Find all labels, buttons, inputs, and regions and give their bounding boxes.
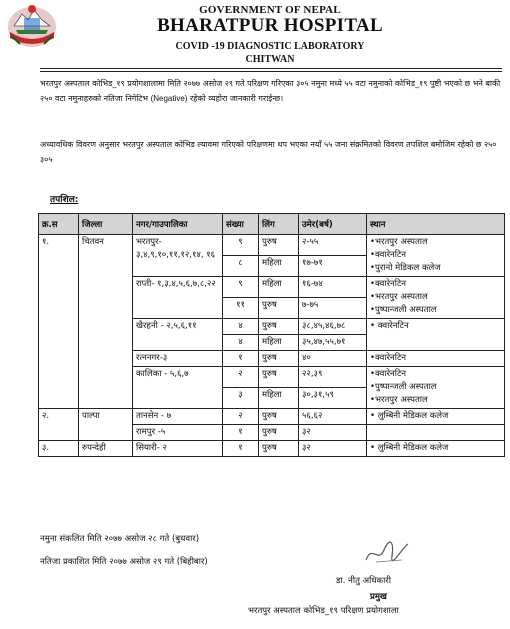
nepal-emblem-icon (6, 2, 58, 48)
signer-name: डा. नीतु अधिकारी (336, 576, 391, 586)
location-item: •पुरानो मेडिकल कलेज (370, 263, 441, 273)
gender-cell: पुरुष (259, 425, 299, 441)
location-item: •भरतपुर अस्पताल (370, 395, 428, 405)
count-cell: २ (223, 409, 259, 425)
table-header-cell: नगर/गाउपालिका (133, 214, 223, 235)
count-cell: १ (223, 425, 259, 441)
gender-cell: महिला (259, 277, 299, 298)
table-header-cell: क्र.स (39, 214, 79, 235)
count-cell: १ (223, 441, 259, 457)
serial-cell: १. (39, 235, 79, 409)
table-row (39, 235, 505, 256)
update-paragraph: अध्यावधिक विवरण अनुसार भरतपुर अस्पताल कोभिड ल्यावमा गरिएको परिक्षणमा थप भएका नयाँ ५५ जना संक्रमितको विवरण तपशिल बमोजिम रहेको छ २५० ३०५ (40, 140, 497, 164)
count-cell: ९ (223, 277, 259, 298)
location-item: • क्वारेनटिन (370, 321, 409, 331)
location-cell (367, 409, 505, 425)
laboratory-title: COVID -19 DIAGNOSTIC LABORATORY (175, 41, 365, 52)
gender-cell: महिला (259, 388, 299, 409)
count-cell: १ (223, 351, 259, 367)
city-title: CHITWAN (245, 54, 295, 65)
age-cell: १६-७४ (299, 277, 367, 298)
location-cell (367, 319, 505, 351)
count-cell: ४ (223, 319, 259, 335)
details-heading: तपशिल: (50, 195, 79, 205)
age-cell: ५६,६२ (299, 409, 367, 425)
location-item: •पुष्पान्जली अस्पताल (370, 305, 437, 315)
age-cell: २२,३९ (299, 367, 367, 388)
age-cell: ७-७५ (299, 298, 367, 319)
count-cell: ११ (223, 298, 259, 319)
header-divider (40, 68, 502, 69)
age-cell: ४० (299, 351, 367, 367)
government-title: GOVERNMENT OF NEPAL (199, 4, 341, 16)
sample-date-note: नमुना संकलित मिति २०७७ असोज २८ गते (बुधवार) (40, 534, 200, 544)
municipality-cell: खैरहनी - २,५,६,११ (133, 319, 223, 351)
location-item: •क्वारेनटिन (370, 250, 406, 260)
district-cell: चितवन (79, 235, 133, 409)
location-cell (367, 367, 505, 409)
gender-cell: पुरुष (259, 351, 299, 367)
summary-paragraph (40, 77, 502, 106)
municipality-cell: रामपुर -५ (133, 425, 223, 441)
count-cell: ४ (223, 335, 259, 351)
table-header-cell: स्थान (367, 214, 505, 235)
gender-cell: महिला (259, 335, 299, 351)
municipality-cell: तानसेन - ७ (133, 409, 223, 425)
age-cell: १७-७१ (299, 256, 367, 277)
signature-icon (362, 538, 412, 568)
serial-cell: ३. (39, 441, 79, 457)
gender-cell: पुरुष (259, 367, 299, 388)
header-divider-double (40, 71, 502, 72)
cases-table (38, 213, 505, 457)
location-item: •क्वारेनटिन (370, 279, 406, 289)
summary-text-end: रहेको व्यहोरा जानकारी गराईन्छ। (187, 93, 284, 103)
district-cell: पाल्पा (79, 409, 133, 441)
table-row (39, 441, 505, 457)
location-item: •क्वारेनटिन (370, 353, 406, 363)
hospital-title: BHARATPUR HOSPITAL (157, 15, 383, 36)
location-item: •पुष्पान्जली अस्पताल (370, 382, 437, 392)
gender-cell: पुरुष (259, 235, 299, 256)
table-header (39, 214, 505, 235)
table-header-cell: लिंग (259, 214, 299, 235)
count-cell: २ (223, 367, 259, 388)
count-cell: ९ (223, 235, 259, 256)
location-cell (367, 235, 505, 277)
location-item: •क्वारेनटिन (370, 369, 406, 379)
count-cell: ३ (223, 388, 259, 409)
summary-text: भरतपुर अस्पताल कोभिड_१९ प्रयोगशालामा मिति २०७७ असोज २९ गते परिक्षण गरिएका ३०५ नमुना मध्ये ५५ वटा नमुनाको कोभिड_१९ पुष्टी भएको छ भने बाकी २५० वटा नमुनाहरुको नतिजा निगेटिभ (40, 79, 501, 103)
location-item: •भरतपुर अस्पताल (370, 237, 428, 247)
gender-cell: पुरुष (259, 298, 299, 319)
age-cell: ३०,३१,५९ (299, 388, 367, 409)
result-date-note: नतिजा प्रकाशित मिति २०७७ असोज २९ गते (बिहीबार) (40, 557, 208, 567)
municipality-cell: राप्ती- १,३,४,५,६,७,८,२२ (133, 277, 223, 319)
signer-organization: भरतपुर अस्पताल कोभिड_१९ परिक्षण प्रयोगशाला (248, 606, 399, 616)
location-cell (367, 351, 505, 367)
age-cell: ३८,४५,४६,७८ (299, 319, 367, 335)
age-cell: ३५,४७,५५,७१ (299, 335, 367, 351)
gender-cell: पुरुष (259, 441, 299, 457)
table-body (39, 235, 505, 457)
age-cell: २-५५ (299, 235, 367, 256)
location-item: •भरतपुर अस्पताल (370, 292, 428, 302)
age-cell: ३२ (299, 425, 367, 441)
municipality-cell: रत्ननगर-३ (133, 351, 223, 367)
municipality-cell: सियारी- २ (133, 441, 223, 457)
table-header-cell: संख्या (223, 214, 259, 235)
location-item: • लुम्बिनी मेडिकल कलेज (370, 411, 449, 421)
negative-label: (Negative) (150, 93, 188, 103)
municipality-cell: भरतपुर- ३,४,९,१०,११,१२,१४, १६ (133, 235, 223, 277)
location-cell (367, 425, 505, 441)
location-item: • लुम्बिनी मेडिकल कलेज (370, 443, 449, 453)
gender-cell: पुरुष (259, 319, 299, 335)
signer-title: प्रमुख (370, 592, 387, 602)
municipality-cell: कालिका - ५,६,७ (133, 367, 223, 409)
table-header-cell: उमेर(बर्ष) (299, 214, 367, 235)
table-header-cell: जिल्ला (79, 214, 133, 235)
district-cell: रुपन्देही (79, 441, 133, 457)
gender-cell: महिला (259, 256, 299, 277)
age-cell: ३२ (299, 441, 367, 457)
location-cell (367, 441, 505, 457)
location-cell (367, 277, 505, 319)
gender-cell: पुरुष (259, 409, 299, 425)
table-row (39, 409, 505, 425)
count-cell: ८ (223, 256, 259, 277)
serial-cell: २. (39, 409, 79, 441)
